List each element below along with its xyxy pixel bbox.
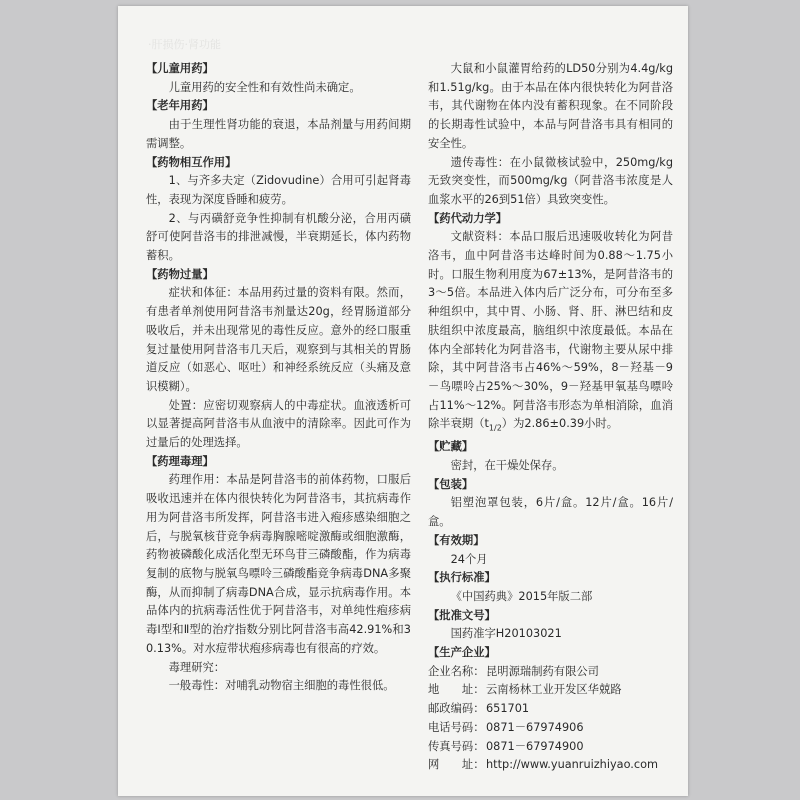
toxicology-p3: 一般毒性：对哺乳动物宿主细胞的毒性很低。 bbox=[168, 679, 395, 693]
interactions-p2: 2、与丙磺舒竞争性抑制有机酸分泌，合用丙磺舒可使阿昔洛韦的排泄减慢，半衰期延长，体内药物蓄积。 bbox=[146, 211, 411, 263]
package-text: 铝塑泡罩包装，6片/盒。12片/盒。16片/盒。 bbox=[428, 496, 673, 529]
company-postcode-value: 651701 bbox=[486, 702, 530, 716]
pk-text-a: 文献资料：本品口服后迅速吸收转化为阿昔洛韦，血中阿昔洛韦达峰时间为0.88～1.75小时。口服生物利用度为67±13%，是阿昔洛韦的3～5倍。本品进入体内后广泛分布，可分布至多种组织中，其中胃、小肠、肾、肝、淋巴结和皮肤组织中浓度最高，脑组织中浓度最低。本品在体内全部转化为阿昔洛韦，代谢物主要从尿中排除，其中阿昔洛韦占46%～59%，8－羟基－9－鸟嘌呤占25%～30%，9－羟基甲氧基鸟嘌呤占11%～12%。阿昔洛韦形态为单相消除，血消除半衰期（t bbox=[428, 230, 673, 431]
validity-text: 24个月 bbox=[450, 552, 488, 566]
package-heading: 【包装】 bbox=[428, 477, 474, 491]
storage-text: 密封，在干燥处保存。 bbox=[450, 459, 564, 473]
elderly-text: 由于生理性肾功能的衰退，本品剂量与用药间期需调整。 bbox=[146, 118, 411, 150]
company-fax-value: 0871－67974900 bbox=[486, 739, 584, 753]
company-phone-value: 0871－67974906 bbox=[486, 720, 584, 734]
company-website-label: 网 址： bbox=[428, 758, 485, 772]
left-column bbox=[146, 60, 411, 696]
pk-heading: 【药代动力学】 bbox=[428, 211, 508, 225]
tox-cont-p2: 遗传毒性：在小鼠微核试验中，250mg/kg无致突变性，而500mg/kg（阿昔洛韦浓度是人血浆水平的26到51倍）具致突变性。 bbox=[428, 155, 673, 206]
pediatric-heading: 【儿童用药】 bbox=[146, 62, 214, 75]
approval-text: 国药准字H20103021 bbox=[450, 627, 562, 641]
company-row-phone bbox=[428, 719, 673, 738]
interactions-heading: 【药物相互作用】 bbox=[146, 155, 237, 169]
standard-text: 《中国药典》2015年版二部 bbox=[450, 589, 593, 603]
company-row-name bbox=[428, 663, 673, 682]
company-row-address bbox=[428, 681, 673, 700]
validity-heading: 【有效期】 bbox=[428, 533, 485, 547]
toxicology-p2: 毒理研究： bbox=[168, 660, 226, 674]
standard-heading: 【执行标准】 bbox=[428, 571, 496, 585]
company-name-value: 昆明源瑞制药有限公司 bbox=[486, 664, 599, 678]
elderly-heading: 【老年用药】 bbox=[146, 99, 214, 113]
faded-header-text: ·肝损伤·肾功能 bbox=[148, 38, 221, 51]
pk-text-b: ）为2.86±0.39小时。 bbox=[501, 417, 619, 431]
company-address-label: 地 址： bbox=[428, 683, 485, 697]
interactions-p1: 1、与齐多夫定（Zidovudine）合用可引起肾毒性，表现为深度昏睡和疲劳。 bbox=[146, 174, 411, 206]
toxicology-heading: 【药理毒理】 bbox=[146, 454, 214, 468]
company-phone-label: 电话号码： bbox=[428, 720, 485, 734]
storage-heading: 【贮藏】 bbox=[428, 440, 474, 454]
pediatric-text: 儿童用药的安全性和有效性尚未确定。 bbox=[168, 80, 361, 94]
company-website-value: http://www.yuanruizhiyao.com bbox=[486, 758, 659, 772]
leaflet-page bbox=[118, 6, 688, 796]
toxicology-p1: 药理作用：本品是阿昔洛韦的前体药物，口服后吸收迅速并在体内很快转化为阿昔洛韦，其抗病毒作用为阿昔洛韦所发挥，阿昔洛韦进入疱疹感染细胞之后，与脱氧核苷竞争病毒胸腺嘧啶激酶或细胞激酶，药物被磷酸化成活化型无环鸟苷三磷酸酯，作为病毒复制的底物与脱氧鸟嘌呤三磷酸酯竞争病毒DNA多聚酶，从而抑制了病毒DNA合成，显示抗病毒作用。本品体内的抗病毒活性优于阿昔洛韦，对单纯性疱疹病毒Ⅰ型和Ⅱ型的治疗指数分别比阿昔洛韦高42.91%和30.13%。对水痘带状疱疹病毒也有很高的疗效。 bbox=[146, 473, 411, 655]
pk-subscript: 1/2 bbox=[488, 423, 502, 433]
approval-heading: 【批准文号】 bbox=[428, 608, 496, 622]
overdose-heading: 【药物过量】 bbox=[146, 267, 214, 281]
company-name-label: 企业名称： bbox=[428, 664, 485, 678]
company-row-postcode bbox=[428, 700, 673, 719]
company-address-value: 云南杨林工业开发区华兢路 bbox=[486, 683, 622, 697]
tox-cont-p1: 大鼠和小鼠灌胃给药的LD50分别为4.4g/kg和1.51g/kg。由于本品在体内很快转化为阿昔洛韦，其代谢物在体内没有蓄积现象。在不同阶段的长期毒性试验中，本品与阿昔洛韦具有相同的安全性。 bbox=[428, 62, 673, 150]
right-column bbox=[428, 60, 673, 775]
company-postcode-label: 邮政编码： bbox=[428, 702, 485, 716]
company-heading: 【生产企业】 bbox=[428, 646, 496, 660]
company-row-website bbox=[428, 756, 673, 775]
pk-p1 bbox=[428, 228, 673, 438]
overdose-p1: 症状和体征：本品用药过量的资料有限。然而，有患者单剂使用阿昔洛韦剂量达20g，经胃肠道部分吸收后，并未出现常见的毒性反应。意外的经口服重复过量使用阿昔洛韦几天后，观察到与其相关的胃肠道反应（如恶心、呕吐）和神经系统反应（头痛及意识模糊）。 bbox=[146, 286, 411, 393]
company-fax-label: 传真号码： bbox=[428, 739, 485, 753]
company-row-fax bbox=[428, 738, 673, 757]
overdose-p2: 处置：应密切观察病人的中毒症状。血液透析可以显著提高阿昔洛韦从血液中的清除率。因此可作为过量后的处理选择。 bbox=[146, 398, 411, 450]
